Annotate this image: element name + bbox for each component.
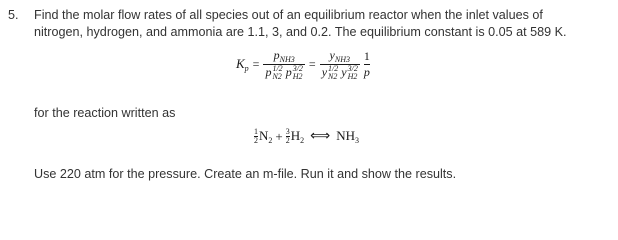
hydrogen: $H_2$ bbox=[290, 128, 305, 145]
plus-sign: + bbox=[275, 128, 283, 144]
half-coefficient: 1 2 bbox=[254, 127, 258, 145]
nh3-pressure: $p_{NH3}$ bbox=[273, 48, 295, 64]
equals-sign-2: = bbox=[308, 57, 316, 72]
partial-pressure-fraction bbox=[263, 48, 304, 81]
pressure-fraction bbox=[364, 49, 370, 80]
mole-fraction-fraction bbox=[320, 48, 360, 81]
equilibrium-arrow-icon: ⟺ bbox=[310, 129, 331, 144]
three-halves-coefficient: 3 2 bbox=[285, 127, 290, 145]
reaction-intro: for the reaction written as bbox=[34, 106, 176, 120]
problem-line-1: Find the molar flow rates of all species out of an equilibrium reactor when the inlet values of bbox=[34, 8, 543, 22]
equals-sign: = bbox=[252, 57, 260, 72]
reactant-mole-fractions: y 1/2 N2 y 3/2 H2 bbox=[321, 64, 358, 82]
kp-symbol: $K_p$ bbox=[236, 56, 249, 74]
nitrogen: $N_2$ bbox=[259, 128, 273, 145]
problem-line-2: nitrogen, hydrogen, and ammonia are 1.1, 3, and 0.2. The equilibrium constant is 0.05 at 589 K. bbox=[34, 25, 567, 39]
pressure-denominator: p bbox=[363, 65, 370, 80]
nh3-mole-fraction: $y_{NH3}$ bbox=[329, 48, 350, 64]
ammonia: $NH_3$ bbox=[336, 128, 359, 145]
closing-instruction: Use 220 atm for the pressure. Create an m-file. Run it and show the results. bbox=[34, 167, 457, 181]
one-numerator: 1 bbox=[363, 49, 370, 64]
kp-equation bbox=[236, 48, 370, 81]
reaction-equation bbox=[254, 128, 359, 145]
reactant-pressures: p 1/2 N2 p 3/2 H2 bbox=[265, 64, 303, 82]
problem-number: 5. bbox=[8, 8, 19, 22]
